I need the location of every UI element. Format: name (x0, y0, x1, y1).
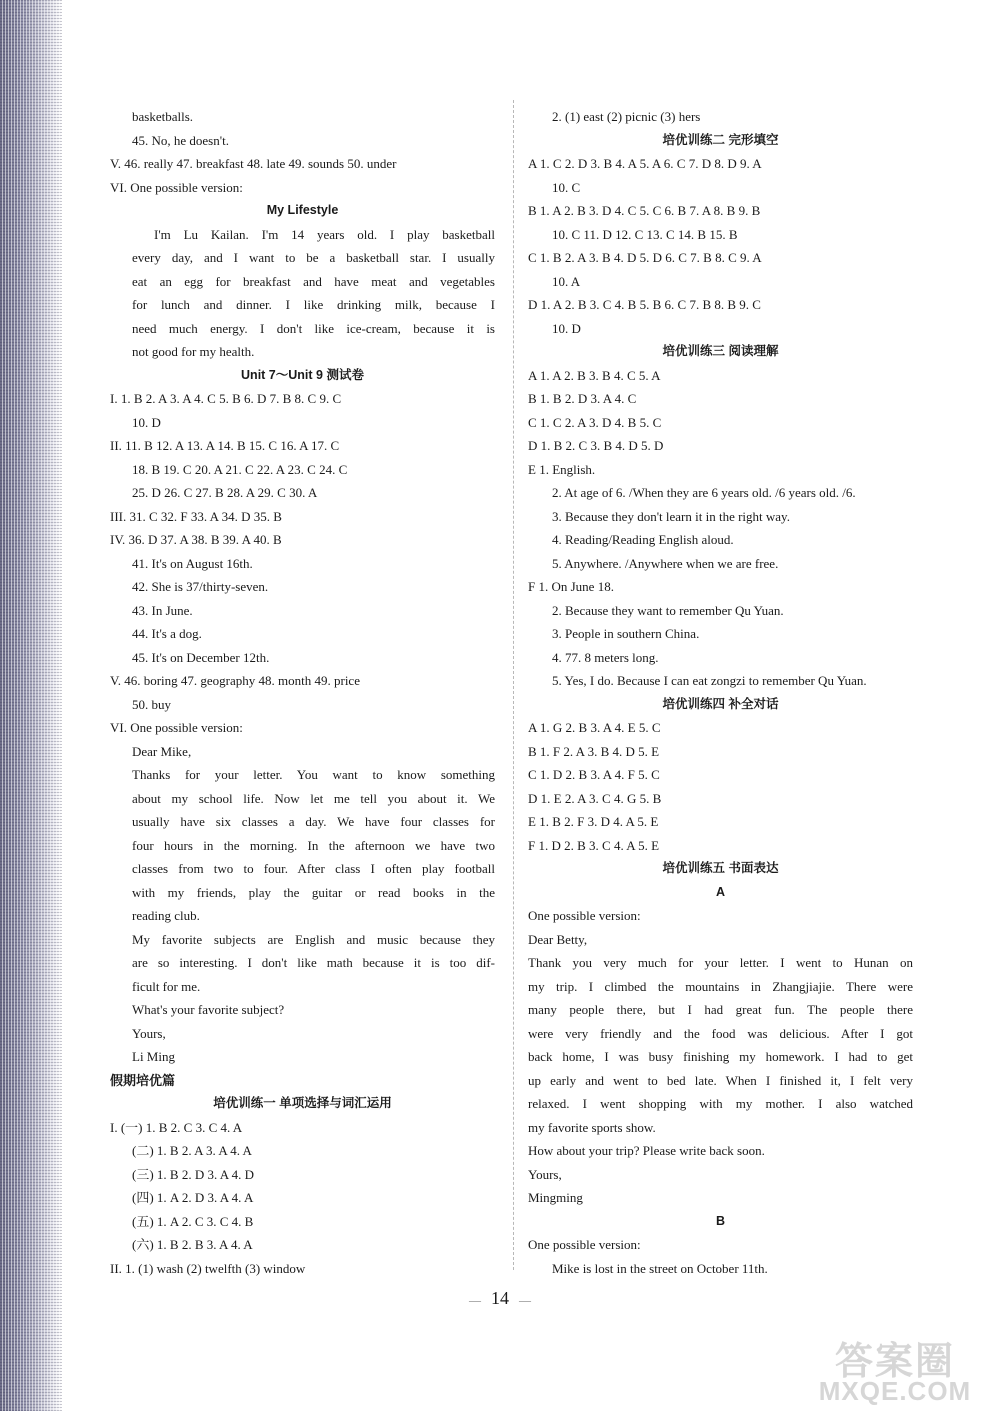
letter-line: Yours, (132, 1025, 166, 1041)
left-column (110, 105, 495, 1280)
letter-line: ficult for me. (132, 978, 201, 994)
answer-line: B 1. B 2. D 3. A 4. C (528, 391, 637, 406)
answer-line: 3. Because they don't learn it in the right way. (552, 508, 790, 524)
letter-line: up early and went to bed late. When I finished it, I felt very (528, 1072, 913, 1088)
answer-line: basketballs. (132, 109, 194, 124)
subsection-label: B (715, 1213, 726, 1228)
letter-line: Thanks for your letter. You want to know something (132, 767, 495, 782)
answer-line: 5. Yes, I do. Because I can eat zongzi to remember Qu Yuan. (552, 673, 867, 688)
answer-line: 41. It's on August 16th. (132, 555, 253, 571)
answer-line: 2. At age of 6. /When they are 6 years old. /6 years old. /6. (552, 485, 856, 500)
answer-line: 25. D 26. C 27. B 28. A 29. C 30. A (132, 485, 318, 500)
essay-line: for lunch and dinner. I like drinking milk, because I (132, 297, 495, 312)
answer-line: VI. One possible version: (110, 720, 243, 735)
letter-line: Li Ming (132, 1049, 175, 1064)
answer-line: III. 31. C 32. F 33. A 34. D 35. B (110, 508, 282, 524)
watermark-en: MXQE.COM (818, 1376, 972, 1406)
answer-line: 3. People in southern China. (552, 626, 700, 641)
watermark-cn: 答案圈 (834, 1339, 955, 1383)
section-title: 培优训练五 书面表达 (662, 861, 779, 875)
answer-line: C 1. B 2. A 3. B 4. D 5. D 6. C 7. B 8. C 9. A (528, 250, 762, 265)
letter-line: Mingming (528, 1190, 583, 1205)
answer-line: A 1. G 2. B 3. A 4. E 5. C (528, 720, 661, 735)
letter-line: many people there, but I had great fun. The people there (528, 1002, 913, 1017)
letter-line: One possible version: (528, 908, 641, 923)
answer-line: 10. D (132, 414, 161, 430)
answer-line: V. 46. boring 47. geography 48. month 49. price (110, 673, 360, 688)
subsection-label: A (715, 884, 726, 899)
answer-line: VI. One possible version: (110, 179, 243, 195)
letter-line: are so interesting. I don't like math because it is too dif- (132, 955, 495, 970)
column-divider (513, 100, 514, 1270)
essay-title: My Lifestyle (266, 203, 339, 217)
letter-line: reading club. (132, 908, 200, 923)
letter-line: my favorite sports show. (528, 1119, 656, 1135)
letter-line: relaxed. I went shopping with my mother. I also watched (528, 1096, 913, 1111)
answer-line: C 1. D 2. B 3. A 4. F 5. C (528, 767, 660, 782)
answer-line: 10. C (552, 179, 581, 195)
answer-line: 18. B 19. C 20. A 21. C 22. A 23. C 24. C (132, 461, 348, 477)
letter-line: with my friends, play the guitar or read books in the (132, 884, 495, 900)
letter-line: How about your trip? Please write back soon. (528, 1143, 765, 1158)
letter-line: my trip. I climbed the mountains in Zhangjiajie. There were (528, 978, 913, 994)
letter-line: One possible version: (528, 1237, 641, 1252)
answer-line: 5. Anywhere. /Anywhere when we are free. (552, 555, 779, 571)
answer-line: 45. It's on December 12th. (132, 649, 270, 665)
answer-line: (四) 1. A 2. D 3. A 4. A (132, 1190, 254, 1205)
letter-line: Dear Mike, (132, 743, 192, 759)
answer-line: (五) 1. A 2. C 3. C 4. B (132, 1213, 254, 1229)
answer-line: D 1. B 2. C 3. B 4. D 5. D (528, 438, 664, 453)
section-title: 培优训练一 单项选择与词汇运用 (213, 1096, 392, 1110)
letter-line: about my school life. Now let me tell you about it. We (132, 790, 495, 806)
essay-line: not good for my health. (132, 344, 255, 359)
answer-line: B 1. F 2. A 3. B 4. D 5. E (528, 743, 660, 759)
answer-line: F 1. On June 18. (528, 579, 614, 594)
answer-line: 50. buy (132, 696, 171, 712)
letter-line: back home, I was busy finishing my homework. I had to get (528, 1049, 913, 1064)
answer-line: (三) 1. B 2. D 3. A 4. D (132, 1166, 255, 1182)
answer-line: F 1. D 2. B 3. C 4. A 5. E (528, 837, 660, 853)
answer-line: (六) 1. B 2. B 3. A 4. A (132, 1237, 253, 1252)
answer-line: E 1. English. (528, 461, 596, 477)
page-number-value: 14 (491, 1288, 509, 1308)
answer-line: E 1. B 2. F 3. D 4. A 5. E (528, 814, 659, 829)
answer-line: 45. No, he doesn't. (132, 132, 229, 148)
section-title: 培优训练二 完形填空 (662, 132, 779, 147)
answer-line: D 1. E 2. A 3. C 4. G 5. B (528, 790, 662, 806)
answer-line: II. 1. (1) wash (2) twelfth (3) window (110, 1260, 306, 1276)
essay-line: eat an egg for breakfast and have meat and vegetables (132, 273, 495, 289)
answer-line: A 1. C 2. D 3. B 4. A 5. A 6. C 7. D 8. D 9. A (528, 156, 762, 171)
letter-line: My favorite subjects are English and music because they (132, 931, 495, 947)
letter-line: What's your favorite subject? (132, 1002, 285, 1017)
answer-line: 43. In June. (132, 602, 193, 618)
answer-line: C 1. C 2. A 3. D 4. B 5. C (528, 414, 662, 430)
essay-line: every day, and I want to be a basketball star. I usually (132, 250, 495, 265)
answer-line: D 1. A 2. B 3. C 4. B 5. B 6. C 7. B 8. B 9. C (528, 297, 761, 312)
answer-line: 44. It's a dog. (132, 626, 202, 641)
letter-line: were very friendly and the food was delicious. After I got (528, 1025, 913, 1041)
answer-line: IV. 36. D 37. A 38. B 39. A 40. B (110, 532, 282, 547)
answer-line: 42. She is 37/thirty-seven. (132, 579, 269, 594)
answer-line: I. (一) 1. B 2. C 3. C 4. A (110, 1119, 243, 1135)
answer-line: II. 11. B 12. A 13. A 14. B 15. C 16. A 17. C (110, 438, 340, 453)
answer-line: 2. Because they want to remember Qu Yuan. (552, 602, 784, 618)
answer-line: 10. C 11. D 12. C 13. C 14. B 15. B (552, 226, 738, 242)
letter-line: Yours, (528, 1166, 562, 1182)
letter-line: Dear Betty, (528, 931, 588, 947)
watermark-logo (800, 1330, 990, 1408)
answer-line: 10. A (552, 273, 581, 289)
scan-edge-shadow (0, 0, 62, 1411)
answer-line: A 1. A 2. B 3. B 4. C 5. A (528, 367, 661, 383)
section-title: 培优训练三 阅读理解 (662, 344, 779, 358)
letter-line: classes from two to four. After class I often play football (132, 861, 495, 876)
section-title: 培优训练四 补全对话 (662, 696, 779, 711)
answer-line: 10. D (552, 320, 581, 336)
answer-line: I. 1. B 2. A 3. A 4. C 5. B 6. D 7. B 8. C 9. C (110, 391, 342, 406)
right-column (528, 105, 913, 1280)
letter-line: Mike is lost in the street on October 11th. (552, 1260, 768, 1276)
essay-line: need much energy. I don't like ice-cream, because it is (132, 320, 495, 336)
letter-line: usually have six classes a day. We have four classes for (132, 814, 495, 829)
answer-line: 2. (1) east (2) picnic (3) hers (552, 109, 701, 124)
answer-line: 4. Reading/Reading English aloud. (552, 532, 734, 547)
answer-line: V. 46. really 47. breakfast 48. late 49. sounds 50. under (110, 156, 397, 171)
essay-line: I'm Lu Kailan. I'm 14 years old. I play basketball (154, 226, 495, 242)
answer-line: (二) 1. B 2. A 3. A 4. A (132, 1143, 252, 1158)
answer-line: B 1. A 2. B 3. D 4. C 5. C 6. B 7. A 8. B 9. B (528, 203, 761, 218)
letter-line: four hours in the morning. In the afternoon we have two (132, 837, 495, 853)
page-number: — 14 — (469, 1288, 531, 1308)
letter-line: Thank you very much for your letter. I went to Hunan on (528, 955, 913, 970)
answer-line: 4. 77. 8 meters long. (552, 649, 659, 665)
part-heading: 假期培优篇 (110, 1072, 176, 1088)
section-title: Unit 7～Unit 9 测试卷 (241, 367, 364, 382)
